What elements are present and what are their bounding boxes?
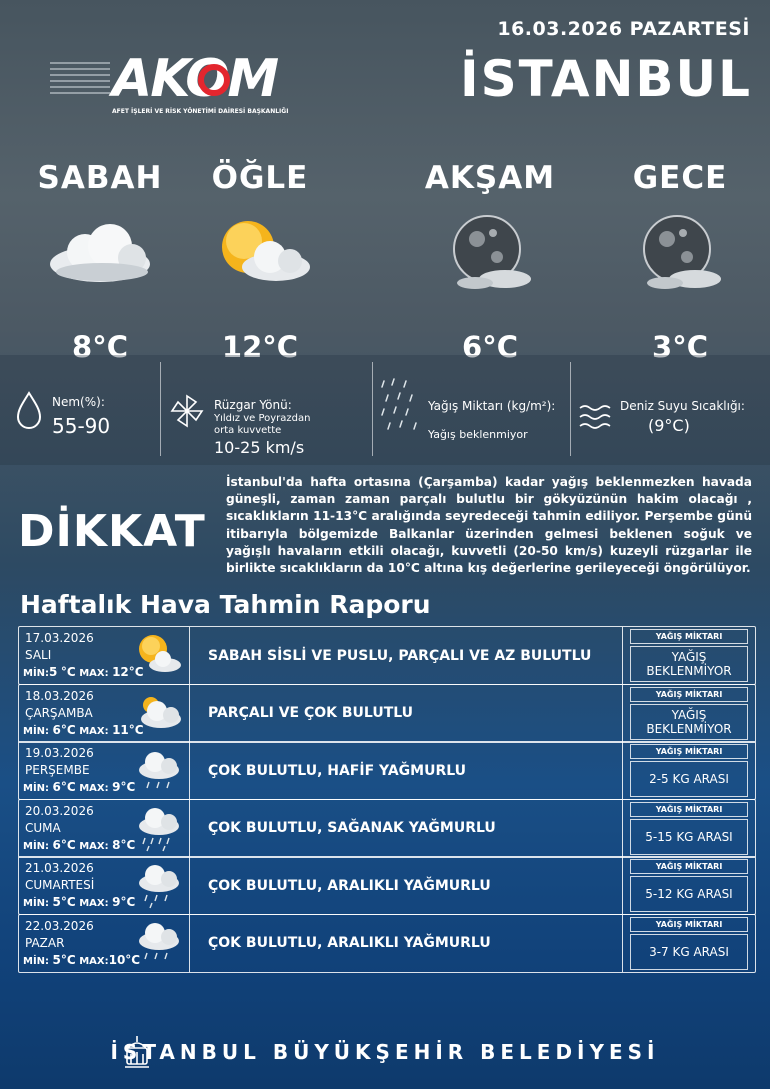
period-name: GECE — [632, 160, 728, 196]
period-name: AKŞAM — [424, 160, 556, 196]
day-description: ÇOK BULUTLU, ARALIKLI YAĞMURLU — [190, 857, 623, 914]
rain-drops-icon — [378, 375, 428, 445]
day-cell — [19, 627, 190, 684]
day-min-max: MİN: 5°C MAX: 9°C — [23, 895, 136, 909]
weekly-report-title: Haftalık Hava Tahmin Raporu — [20, 590, 431, 619]
day-name: SALI — [25, 648, 52, 662]
rain-cell-value: 5-12 KG ARASI — [630, 876, 748, 912]
table-row — [18, 914, 756, 973]
moon-cloud-icon — [410, 204, 570, 304]
alert-text: İstanbul'da hafta ortasına (Çarşamba) kadar yağış beklenmezken havada güneşli, zaman zaman parçalı bulutlu bir gökyüzünün hakim olacağı , sıcaklıkların 11-13°C aralığında seyredeceği tahmin ediliyor. Perşembe günü itibarıyla bölgemizde Balkanlar üzerinden gelmesi beklenen soğuk ve yağışlı havaların etkili olacağı, kuvvetli (20-50 km/s) kuzeyli rüzgarlar ile birlikte sıcaklıkların da 10°C altına kış değerlerine gerileyeceği öngörülüyor. — [226, 475, 752, 576]
logo-text: AKOM — [112, 49, 278, 109]
logo-subtitle: AFET İŞLERİ VE RİSK YÖNETİMİ DAİRESİ BAŞKANLIĞI — [112, 108, 289, 115]
rain-cell-value: 3-7 KG ARASI — [630, 934, 748, 970]
day-date: 18.03.2026 — [25, 688, 94, 703]
table-row — [18, 684, 756, 743]
humidity-label: Nem(%): — [52, 395, 105, 409]
waves-icon — [578, 400, 612, 434]
table-row — [18, 856, 756, 915]
day-name: CUMARTESİ — [25, 878, 95, 892]
day-description: ÇOK BULUTLU, ARALIKLI YAĞMURLU — [190, 915, 623, 972]
period-temp: 12°C — [221, 330, 299, 364]
day-cell — [19, 742, 190, 799]
alert-title: DİKKAT — [18, 506, 206, 557]
logo-ring-icon — [197, 63, 231, 97]
period-night — [600, 160, 760, 364]
table-row — [18, 626, 756, 685]
day-min-max: MİN: 5°C MAX:10°C — [23, 952, 141, 967]
rain-cloud-icon — [131, 746, 183, 794]
day-description: PARÇALI VE ÇOK BULUTLU — [190, 685, 623, 742]
day-name: ÇARŞAMBA — [25, 705, 93, 720]
humidity-value: 55-90 — [52, 414, 111, 438]
logo-stripes — [50, 62, 110, 98]
weekly-forecast-table — [18, 626, 756, 973]
day-min-max: MİN:5 °C MAX: 12°C — [23, 665, 144, 679]
divider — [160, 362, 161, 456]
wind-desc-2: orta kuvvette — [214, 425, 282, 436]
period-morning — [20, 160, 180, 364]
day-date: 21.03.2026 — [25, 861, 94, 875]
table-row — [18, 799, 756, 858]
period-name: SABAH — [37, 160, 163, 196]
rain-cell — [623, 685, 755, 742]
sea-temp-label: Deniz Suyu Sıcaklığı: — [620, 399, 745, 413]
table-row — [18, 741, 756, 800]
day-date: 19.03.2026 — [25, 746, 94, 760]
sea-temp-value: (9°C) — [648, 416, 690, 435]
footer-title: İSTANBUL BÜYÜKŞEHİR BELEDİYESİ — [110, 1040, 660, 1064]
rain-cell — [623, 627, 755, 684]
cloud-icon — [20, 204, 180, 304]
wind-value: 10-25 km/s — [214, 438, 305, 457]
rain-cell-label: YAĞIŞ MİKTARI — [630, 802, 748, 817]
droplet-icon — [14, 390, 44, 430]
rain-cell-value: YAĞIŞ BEKLENMİYOR — [630, 704, 748, 740]
day-description: SABAH SİSLİ VE PUSLU, PARÇALI VE AZ BULUTLU — [190, 627, 623, 684]
moon-cloud-icon — [600, 204, 760, 304]
day-cell — [19, 800, 190, 857]
period-temp: 6°C — [462, 330, 518, 364]
rain-cell — [623, 800, 755, 857]
sun-cloud-icon — [131, 689, 183, 737]
day-name: PAZAR — [25, 935, 65, 950]
sun-cloud-icon — [131, 631, 183, 679]
day-min-max: MİN: 6°C MAX: 11°C — [23, 722, 144, 737]
day-min-max: MİN: 6°C MAX: 8°C — [23, 837, 136, 852]
rain-cell-value: 5-15 KG ARASI — [630, 819, 748, 855]
day-description: ÇOK BULUTLU, SAĞANAK YAĞMURLU — [190, 800, 623, 857]
rain-value: Yağış beklenmiyor — [428, 428, 528, 441]
rain-cell — [623, 742, 755, 799]
report-date: 16.03.2026 PAZARTESİ — [497, 18, 750, 40]
wind-label: Rüzgar Yönü: — [214, 398, 292, 412]
rain-label: Yağış Miktarı (kg/m²): — [428, 399, 556, 413]
rain-cell-label: YAĞIŞ MİKTARI — [630, 629, 748, 644]
rain-cloud-icon — [131, 919, 183, 967]
city-title: İSTANBUL — [460, 50, 752, 108]
divider — [372, 362, 373, 456]
rain-cell-label: YAĞIŞ MİKTARI — [630, 744, 748, 759]
sun-cloud-icon — [180, 204, 340, 304]
period-temp: 8°C — [72, 330, 128, 364]
day-name: CUMA — [25, 820, 61, 835]
day-name: PERŞEMBE — [25, 763, 90, 777]
rain-cell-value: YAĞIŞ BEKLENMİYOR — [630, 646, 748, 682]
rain-cell-label: YAĞIŞ MİKTARI — [630, 917, 748, 932]
period-noon — [180, 160, 340, 364]
day-date: 17.03.2026 — [25, 631, 94, 645]
day-cell — [19, 915, 190, 972]
divider — [570, 362, 571, 456]
rain-cell — [623, 915, 755, 972]
rain-cloud-icon — [131, 804, 183, 852]
rain-cloud-icon — [131, 861, 183, 909]
day-date: 22.03.2026 — [25, 918, 94, 933]
rain-cell-label: YAĞIŞ MİKTARI — [630, 687, 748, 702]
wind-desc-1: Yıldız ve Poyrazdan — [214, 413, 311, 424]
pinwheel-icon — [168, 392, 206, 430]
rain-cell-label: YAĞIŞ MİKTARI — [630, 859, 748, 874]
akom-logo — [50, 50, 290, 118]
rain-cell-value: 2-5 KG ARASI — [630, 761, 748, 797]
period-temp: 3°C — [652, 330, 708, 364]
period-evening — [410, 160, 570, 364]
day-date: 20.03.2026 — [25, 803, 94, 818]
period-name: ÖĞLE — [211, 160, 309, 196]
day-cell — [19, 685, 190, 742]
day-min-max: MİN: 6°C MAX: 9°C — [23, 780, 136, 794]
day-cell — [19, 857, 190, 914]
day-description: ÇOK BULUTLU, HAFİF YAĞMURLU — [190, 742, 623, 799]
rain-cell — [623, 857, 755, 914]
